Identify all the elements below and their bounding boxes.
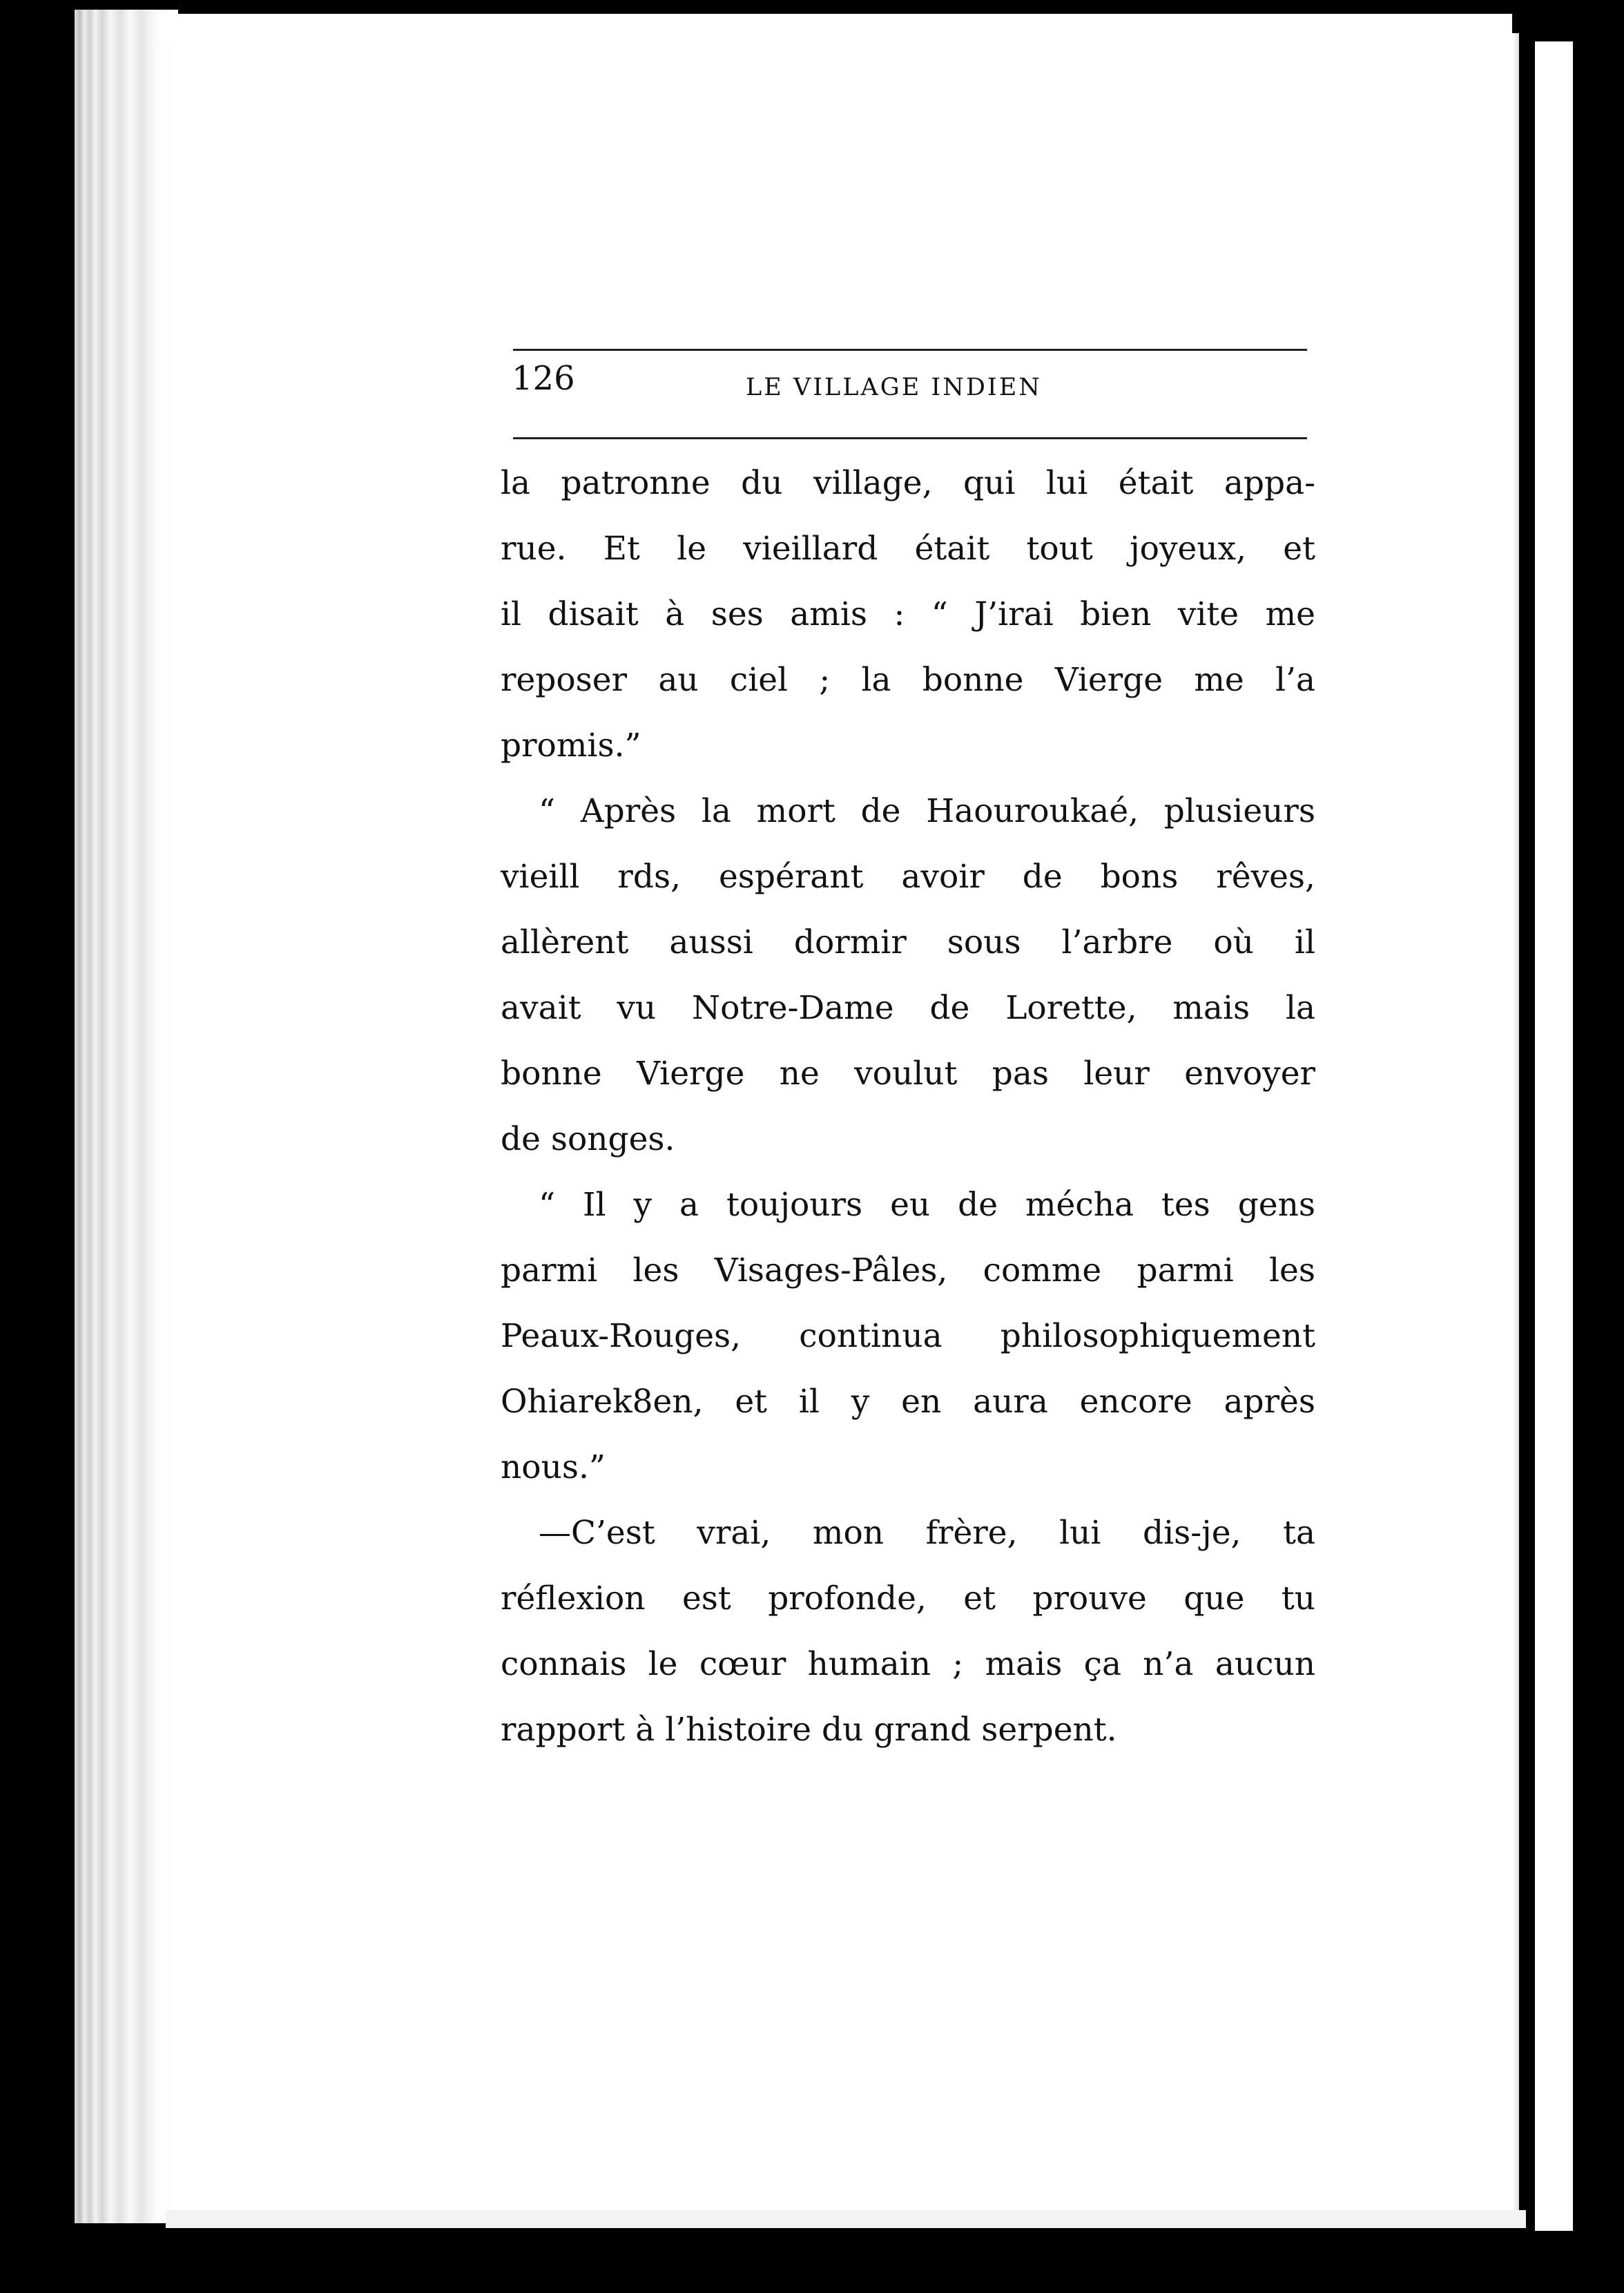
bottom-page-edge xyxy=(166,2210,1526,2228)
text-line: “ Il y a toujours eu de mécha tes gens xyxy=(539,1186,1315,1224)
text-line: il disait à ses amis : “ J’irai bien vite me xyxy=(501,595,1315,633)
text-line: réflexion est profonde, et prouve que tu xyxy=(501,1580,1315,1618)
page-number: 126 xyxy=(512,359,575,398)
text-line: rapport à l’histoire du grand serpent. xyxy=(501,1711,1117,1749)
text-line: avait vu Notre-Dame de Lorette, mais la xyxy=(501,989,1315,1027)
page-right-shadow xyxy=(1512,33,1519,2223)
text-line: rue. Et le vieillard était tout joyeux, et xyxy=(501,530,1315,568)
text-line: la patronne du village, qui lui était appa- xyxy=(501,464,1315,502)
text-line: parmi les Visages-Pâles, comme parmi les xyxy=(501,1251,1315,1289)
text-line: bonne Vierge ne voulut pas leur envoyer xyxy=(501,1055,1315,1093)
text-line: Ohiarek8en, et il y en aura encore après xyxy=(501,1383,1315,1421)
text-line: connais le cœur humain ; mais ça n’a aucun xyxy=(501,1645,1315,1683)
text-line: —C’est vrai, mon frère, lui dis-je, ta xyxy=(539,1514,1315,1552)
header-rule-bottom xyxy=(513,437,1307,439)
text-line: promis.” xyxy=(501,727,641,765)
text-line: reposer au ciel ; la bonne Vierge me l’a xyxy=(501,661,1315,699)
page-edge-stack xyxy=(75,10,178,2223)
body-text xyxy=(501,450,1315,1763)
header-rule-top xyxy=(513,349,1307,351)
text-line: nous.” xyxy=(501,1448,606,1486)
text-line: de songes. xyxy=(501,1120,675,1158)
text-line: vieill rds, espérant avoir de bons rêves, xyxy=(501,858,1315,896)
text-line: “ Après la mort de Haouroukaé, plusieurs xyxy=(539,792,1315,830)
running-title: LE VILLAGE INDIEN xyxy=(746,374,1042,401)
text-line: Peaux-Rouges, continua philosophiquement xyxy=(501,1317,1315,1355)
book-gutter xyxy=(1520,39,1535,2232)
facing-page-edge xyxy=(1535,41,1573,2231)
text-line: allèrent aussi dormir sous l’arbre où il xyxy=(501,923,1315,961)
